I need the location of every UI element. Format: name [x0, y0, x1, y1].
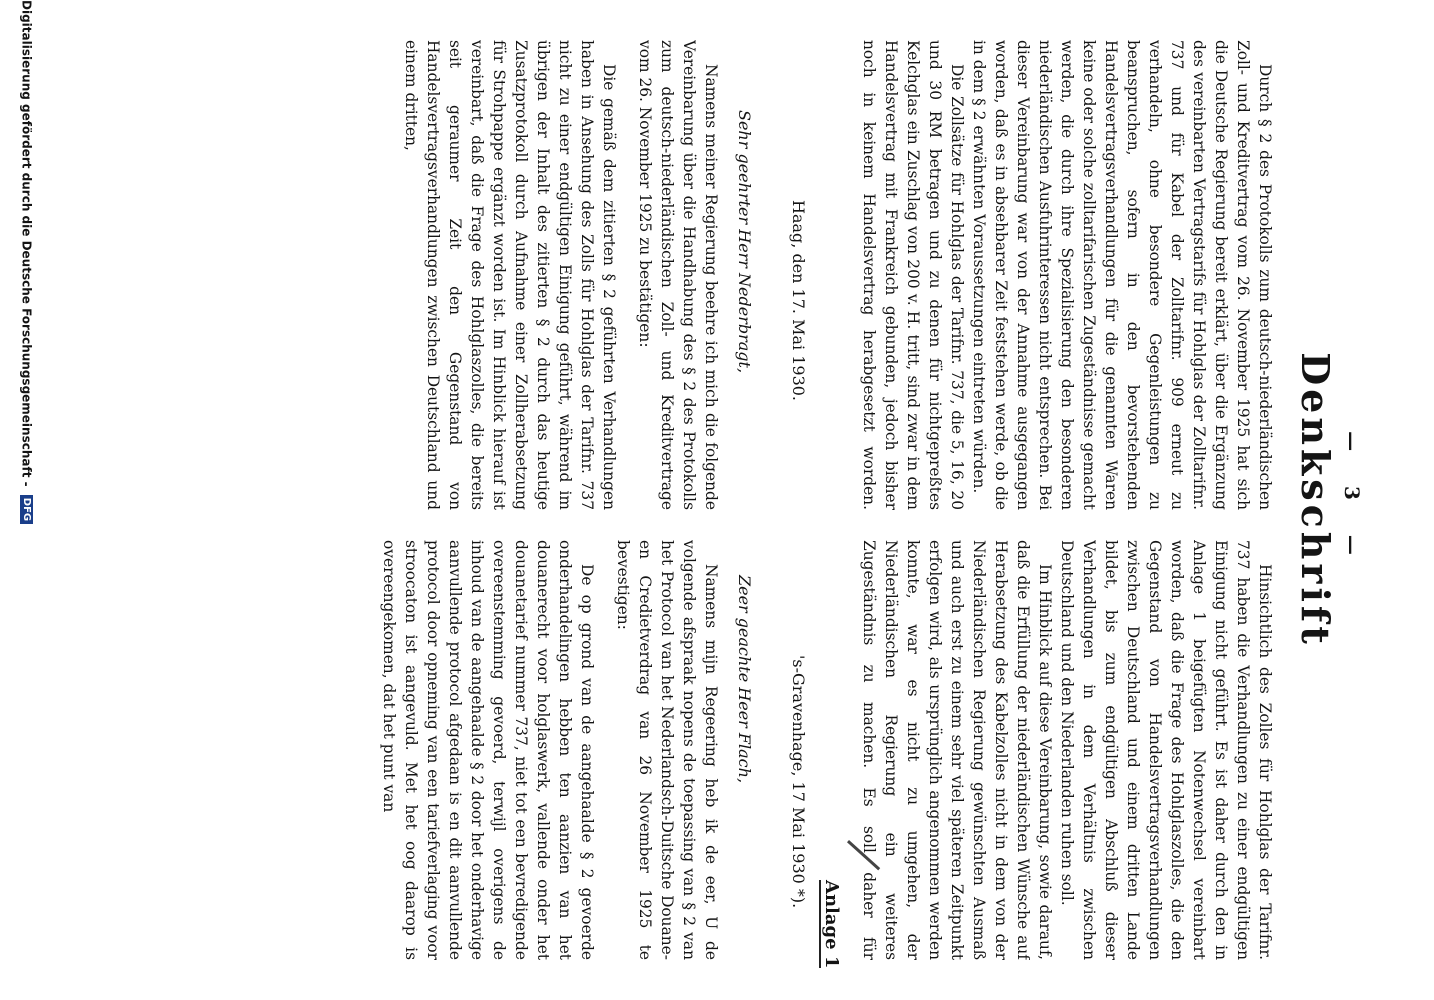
paragraph: Namens mijn Regeering heb ik de eer, U de volgende afspraak nopens de toepassing van § 2 van het Protocol van het Nederlandsch-Duitsche Douane- en Credietverdrag van 26 November 1925 te bevestigen: — [614, 540, 720, 960]
paragraph: Durch § 2 des Protokolls zum deutsch-niederländischen Zoll- und Kreditvertrag vom 26. November 1925 hat sich die Deutsche Regierung bereit erklärt, über die Ergänzung des vereinbarten Vertragstarifs für Hohlglas der Zolltarifnr. 737 und für Kabel der Zolltarifnr. 909 erneut zu verhandeln, ohne besondere Gegenleistungen zu beanspruchen, sofern in den bevorstehenden Handelsvertragsverhandlungen für die genannten Waren keine oder solche zolltarifarischen Zugeständnisse gemacht werden, die durch ihre Spezialisierung den besonderen niederländischen Ausfuhrinteressen nicht entsprechen. Bei dieser Vereinbarung war von der Annahme ausgegangen worden, daß es in absehbarer Zeit feststehen werde, ob die in dem § 2 erwähnten Voraussetzungen eintreten würden. — [970, 40, 1274, 510]
column-top-right — [856, 540, 1276, 960]
paragraph: Die Zollsätze für Hohlglas der Tarifnr. 737, die 5, 16, 20 und 30 RM betragen und zu denen für nichtgepreßtes Kelchglas ein Zuschlag von 200 v. H. tritt, sind zwar in dem Handelsvertrag mit Frankreich gebunden, jedoch bisher noch in keinem Handelsvertrag herabgesetzt worden. — [860, 40, 966, 510]
paragraph: Hinsichtlich des Zolles für Hohlglas der Tarifnr. 737 haben die Verhandlungen zu einer endgültigen Einigung nicht geführt. Es ist daher durch den in Anlage 1 beigefügten Notenwechsel vereinbart worden, daß die Frage des Hohlglaszolles, die den Gegenstand von Handelsvertragsverhandlungen zwischen Deutschland und einem dritten Lande bildet, bis zum endgültigen Abschluß dieser Verhandlungen in dem Verhältnis zwischen Deutschland und den Niederlanden ruhen soll. — [1058, 540, 1274, 960]
column-bottom-right — [82, 540, 722, 960]
page-header — [1292, 0, 1364, 1000]
salutation-german: Sehr geehrter Herr Nederbragt, — [735, 110, 754, 374]
digitization-footer — [20, 0, 35, 1000]
dateline-german: Haag, den 17. Mai 1930. — [789, 200, 808, 402]
paragraph: Die gemäß dem zitierten § 2 geführten Verhandlungen haben in Ansehung des Zolls für Hohlglas der Tarifnr. 737 nicht zu einer endgültigen Einigung geführt, während im übrigen der Inhalt des zitierten § 2 durch das heutige Zusatzprotokoll durch Aufnahme einer Zollherabsetzung für Strohpappe ergänzt worden ist. Im Hinblick hierauf ist vereinbart, daß die Frage des Hohlglaszolles, die bereits seit geraumer Zeit den Gegenstand von Handelsvertragsverhandlungen zwischen Deutschland und einem dritten, — [402, 40, 618, 510]
paragraph: Im Hinblick auf diese Vereinbarung, sowie darauf, daß die Erfüllung der niederländischen Wünsche auf Herabsetzung des Kabelzolles nicht in dem von der Niederländischen Regierung gewünschten Ausmaß und auch erst zu einem sehr viel späteren Zeitpunkt erfolgen wird, als ursprünglich angenommen werden konnte, war es nicht zu umgehen, der Niederländischen Regierung ein weiteres Zugeständnis zu machen. Es soll daher für — [860, 540, 1054, 960]
paragraph: Namens meiner Regierung beehre ich mich die folgende Vereinbarung über die Handhabung des § 2 des Protokolls zum deutsch-niederländischen Zoll- und Kreditvertrage vom 26. November 1925 zu bestätigen: — [636, 40, 720, 510]
footer-text: Digitalisierung gefördert durch die Deutsche Forschungsgemeinschaft - — [19, 0, 34, 487]
page-number: — 3 — — [1340, 431, 1364, 569]
page-title: Denkschrift — [1293, 352, 1338, 648]
column-top-left — [856, 40, 1276, 510]
salutation-dutch: Zeer geachte Heer Flach, — [735, 575, 754, 784]
paragraph: De op grond van de aangehaalde § 2 gevoerde onderhandelingen hebben ten aanzien van het douanerecht voor holglaswerk, vallende onder het douanetarief nummer 737, niet tot een bevredigende overeenstemming gevoerd, terwijl overigens de inhoud van de aangehaalde § 2 door het onderhavige aanvullende protocol afgedaan is en dit aanvullende protocol door opneming van een tariefverlaging voor stroocaton ist aangevuld. Met het oog daarop is overeengekomen, dat het punt van — [380, 540, 596, 960]
dateline-dutch: 's-Gravenhage, 17 Mai 1930 *). — [789, 655, 808, 909]
column-bottom-left — [82, 40, 722, 510]
dfg-logo: DFG — [20, 495, 33, 524]
annex-label: Anlage 1 — [821, 880, 842, 969]
